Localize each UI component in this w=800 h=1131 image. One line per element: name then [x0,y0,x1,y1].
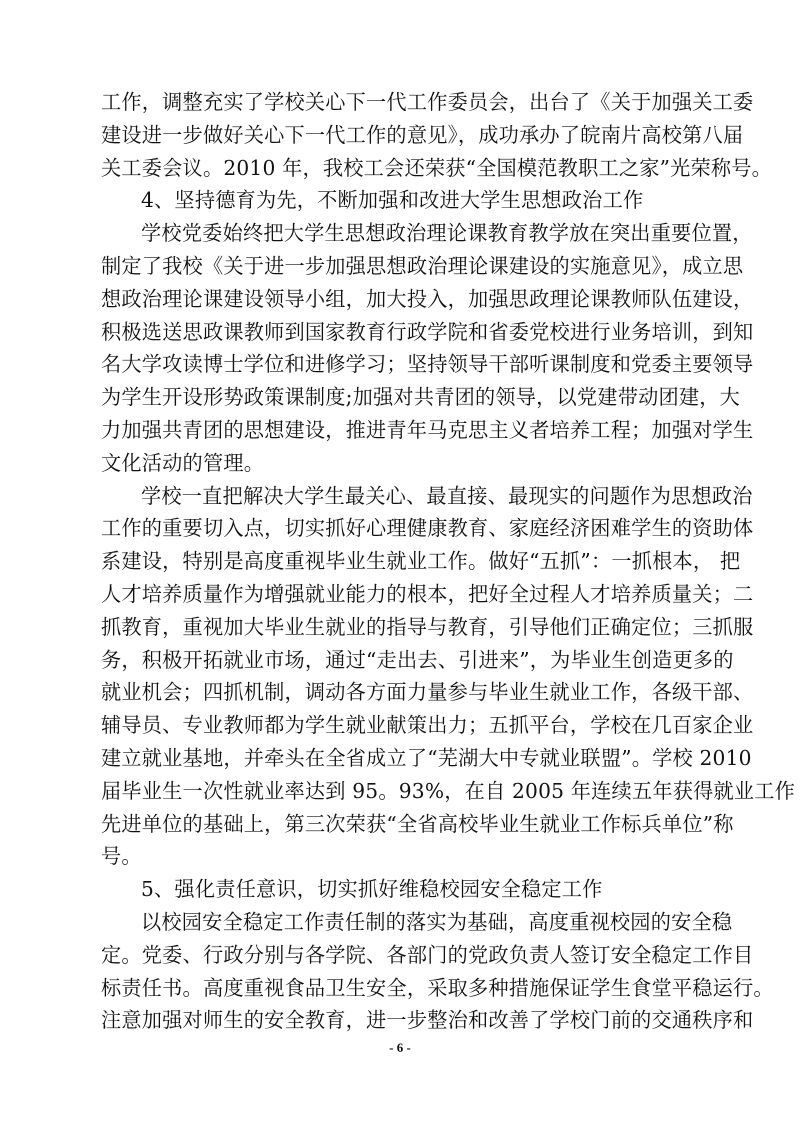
paragraph-ideological-education [101,217,754,479]
text-line: 务，积极开拓就业市场，通过“走出去、引进来”，为毕业生创造更多的 [101,647,734,672]
text-line: 届毕业生一次性就业率达到 95。93%，在自 2005 年连续五年获得就业工作 [101,778,796,803]
text-line: 号。 [101,844,142,869]
text-line: 以校园安全稳定工作责任制的落实为基础，高度重视校园的安全稳 [141,909,733,934]
paragraph-campus-safety [101,906,774,1037]
text-line: 系建设，特别是高度重视毕业生就业工作。做好“五抓”：一抓根本， 把 [101,549,741,574]
page-number: - 6 - [389,1040,411,1055]
text-line: 名大学攻读博士学位和进修学习；坚持领导干部听课制度和党委主要领导 [101,352,754,377]
text-line: 力加强共青团的思想建设，推进青年马克思主义者培养工程；加强对学生 [101,417,754,442]
text-line: 人才培养质量作为增强就业能力的根本，把好全过程人才培养质量关；二 [101,581,754,606]
text-line: 抓教育，重视加大毕业生就业的指导与教育，引导他们正确定位；三抓服 [101,614,754,639]
text-line: 为学生开设形势政策课制度;加强对共青团的领导，以党建带动团建，大 [101,385,741,410]
heading-text: 5、强化责任意识，切实抓好维稳校园安全稳定工作 [141,877,603,902]
paragraph-continuation [101,86,773,184]
text-line: 工作，调整充实了学校关心下一代工作委员会，出台了《关于加强关工委 [101,90,754,114]
text-line: 想政治理论课建设领导小组，加大投入，加强思政理论课教师队伍建设， [101,286,754,311]
text-line: 学校一直把解决大学生最关心、最直接、最现实的问题作为思想政治 [141,483,753,508]
text-line: 就业机会；四抓机制，调动各方面力量参与毕业生就业工作，各级干部、 [101,680,754,705]
paragraph-graduate-employment [101,480,796,874]
text-line: 学校党委始终把大学生思想政治理论课教育教学放在突出重要位置， [141,221,753,246]
text-line: 工作的重要切入点，切实抓好心理健康教育、家庭经济困难学生的资助体 [101,516,754,541]
text-line: 制定了我校《关于进一步加强思想政治理论课建设的实施意见》，成立思 [101,253,744,278]
heading-text: 4、坚持德育为先，不断加强和改进大学生思想政治工作 [141,188,644,213]
text-line: 标责任书。高度重视食品卫生安全，采取多种措施保证学生食堂平稳运行。 [101,975,774,1000]
section-heading-4 [101,184,701,217]
text-line: 建立就业基地，并牵头在全省成立了“芜湖大中专就业联盟”。学校 2010 [101,745,752,770]
text-line: 定。党委、行政分别与各学院、各部门的党政负责人签订安全稳定工作目 [101,942,754,967]
text-line: 关工委会议。2010 年，我校工会还荣获“全国模范教职工之家”光荣称号。 [101,155,773,180]
text-line: 积极选送思政课教师到国家教育行政学院和省委党校进行业务培训，到知 [101,319,754,344]
text-line: 辅导员、专业教师都为学生就业献策出力；五抓平台，学校在几百家企业 [101,713,754,738]
section-heading-5 [101,873,701,906]
text-line: 建设进一步做好关心下一代工作的意见》，成功承办了皖南片高校第八届 [101,122,744,147]
body-text [101,86,796,1037]
text-line: 先进单位的基础上，第三次荣获“全省高校毕业生就业工作标兵单位”称 [101,811,734,836]
text-line: 注意加强对师生的安全教育，进一步整治和改善了学校门前的交通秩序和 [101,1008,754,1033]
text-line: 文化活动的管理。 [101,450,265,475]
